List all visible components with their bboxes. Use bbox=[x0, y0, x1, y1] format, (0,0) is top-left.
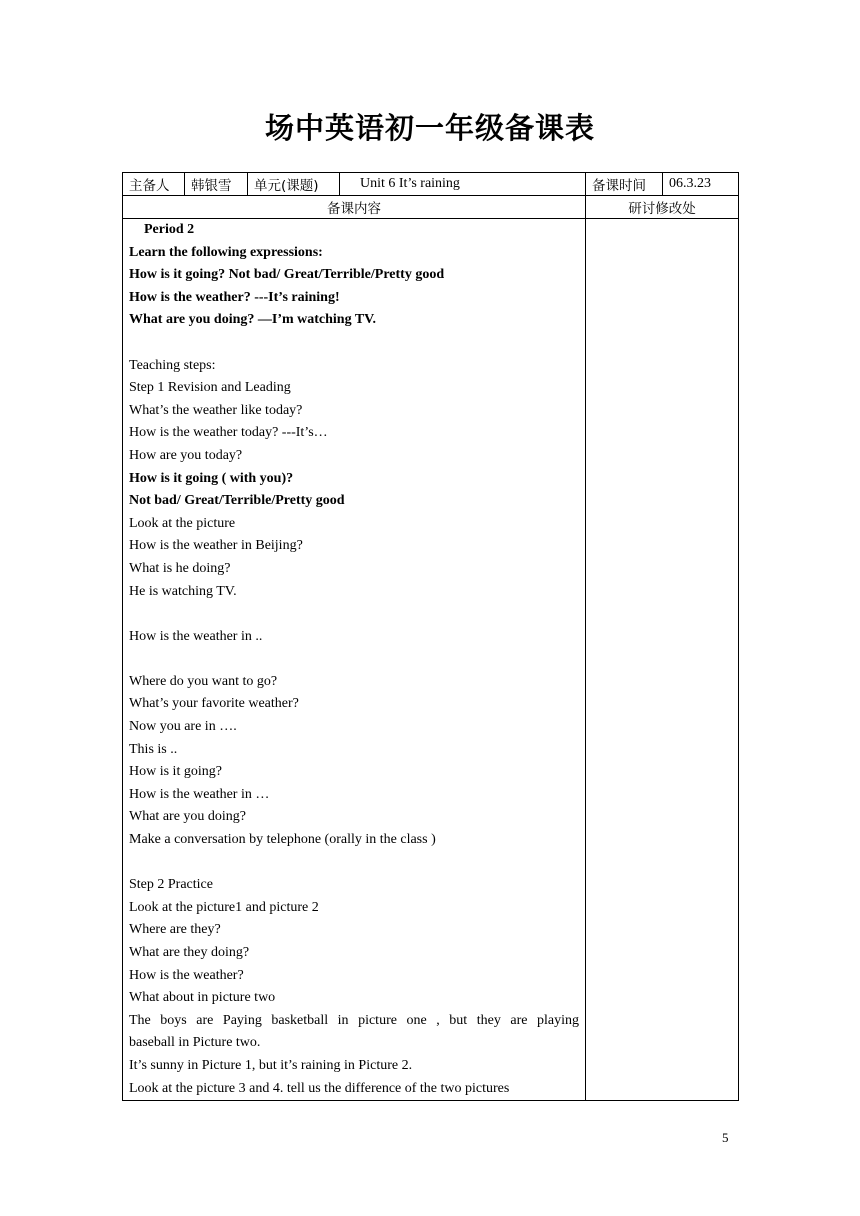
content-line: How is it going? Not bad/ Great/Terrible/Pretty good bbox=[129, 267, 445, 283]
content-line: How is the weather? bbox=[129, 967, 244, 983]
content-line: What about in picture two bbox=[129, 990, 276, 1006]
content-line: Teaching steps: bbox=[129, 357, 216, 373]
date-label: 备课时间 bbox=[586, 173, 663, 196]
page-number: 5 bbox=[722, 1130, 729, 1145]
content-line: Where are they? bbox=[129, 922, 221, 938]
content-line: What’s your favorite weather? bbox=[129, 696, 299, 712]
content-line: How is it going? bbox=[129, 764, 222, 780]
preparer-label: 主备人 bbox=[123, 173, 185, 196]
content-line: This is .. bbox=[129, 741, 178, 757]
preparer-name: 韩银雪 bbox=[185, 173, 248, 196]
content-line: How is it going ( with you)? bbox=[129, 470, 294, 486]
content-line: How is the weather in Beijing? bbox=[129, 538, 303, 554]
content-lines bbox=[129, 219, 579, 1100]
revision-notes-cell bbox=[586, 219, 739, 1101]
content-line: How is the weather? ---It’s raining! bbox=[129, 289, 340, 305]
body-row bbox=[123, 219, 739, 1101]
unit-value: Unit 6 It’s raining bbox=[340, 173, 586, 196]
revision-column-header: 研讨修改处 bbox=[586, 196, 739, 219]
lesson-content bbox=[123, 219, 586, 1101]
content-line: Make a conversation by telephone (orally in the class ) bbox=[129, 832, 436, 848]
content-line: How is the weather in … bbox=[129, 786, 270, 802]
content-line: Now you are in …. bbox=[129, 719, 237, 735]
blank-line bbox=[129, 852, 579, 875]
lesson-plan-table bbox=[122, 172, 739, 1101]
header-row bbox=[123, 173, 739, 196]
subheader-row bbox=[123, 196, 739, 219]
content-line: He is watching TV. bbox=[129, 583, 237, 599]
content-line: Step 2 Practice bbox=[129, 877, 213, 893]
blank-line bbox=[129, 648, 579, 671]
content-line: What are you doing? —I’m watching TV. bbox=[129, 312, 376, 328]
content-line: Not bad/ Great/Terrible/Pretty good bbox=[129, 493, 345, 509]
content-line: Period 2 bbox=[144, 222, 195, 237]
content-line: It’s sunny in Picture 1, but it’s raining in Picture 2. bbox=[129, 1057, 413, 1073]
content-line: What are you doing? bbox=[129, 809, 247, 825]
content-line: Learn the following expressions: bbox=[129, 244, 323, 260]
content-line: How is the weather in .. bbox=[129, 628, 263, 644]
content-line: How is the weather today? ---It’s… bbox=[129, 425, 328, 441]
page-title: 场中英语初一年级备课表 bbox=[264, 111, 595, 145]
date-value: 06.3.23 bbox=[663, 173, 739, 196]
content-line: baseball in Picture two. bbox=[129, 1035, 261, 1051]
content-line: What’s the weather like today? bbox=[129, 402, 303, 418]
content-line: Step 1 Revision and Leading bbox=[129, 380, 291, 396]
blank-line bbox=[129, 603, 579, 626]
blank-line bbox=[129, 332, 579, 355]
content-line: Look at the picture bbox=[129, 515, 236, 531]
content-line: The boys are Paying basketball in picture one , but they are playing bbox=[129, 1012, 579, 1028]
content-line: What is he doing? bbox=[129, 560, 231, 576]
content-line: Where do you want to go? bbox=[129, 673, 278, 689]
unit-label: 单元(课题) bbox=[248, 173, 340, 196]
content-line: Look at the picture 3 and 4. tell us the difference of the two pictures bbox=[129, 1080, 510, 1096]
content-column-header: 备课内容 bbox=[123, 196, 586, 219]
content-line: How are you today? bbox=[129, 447, 243, 463]
content-line: What are they doing? bbox=[129, 945, 250, 960]
content-line: Look at the picture1 and picture 2 bbox=[129, 899, 319, 915]
